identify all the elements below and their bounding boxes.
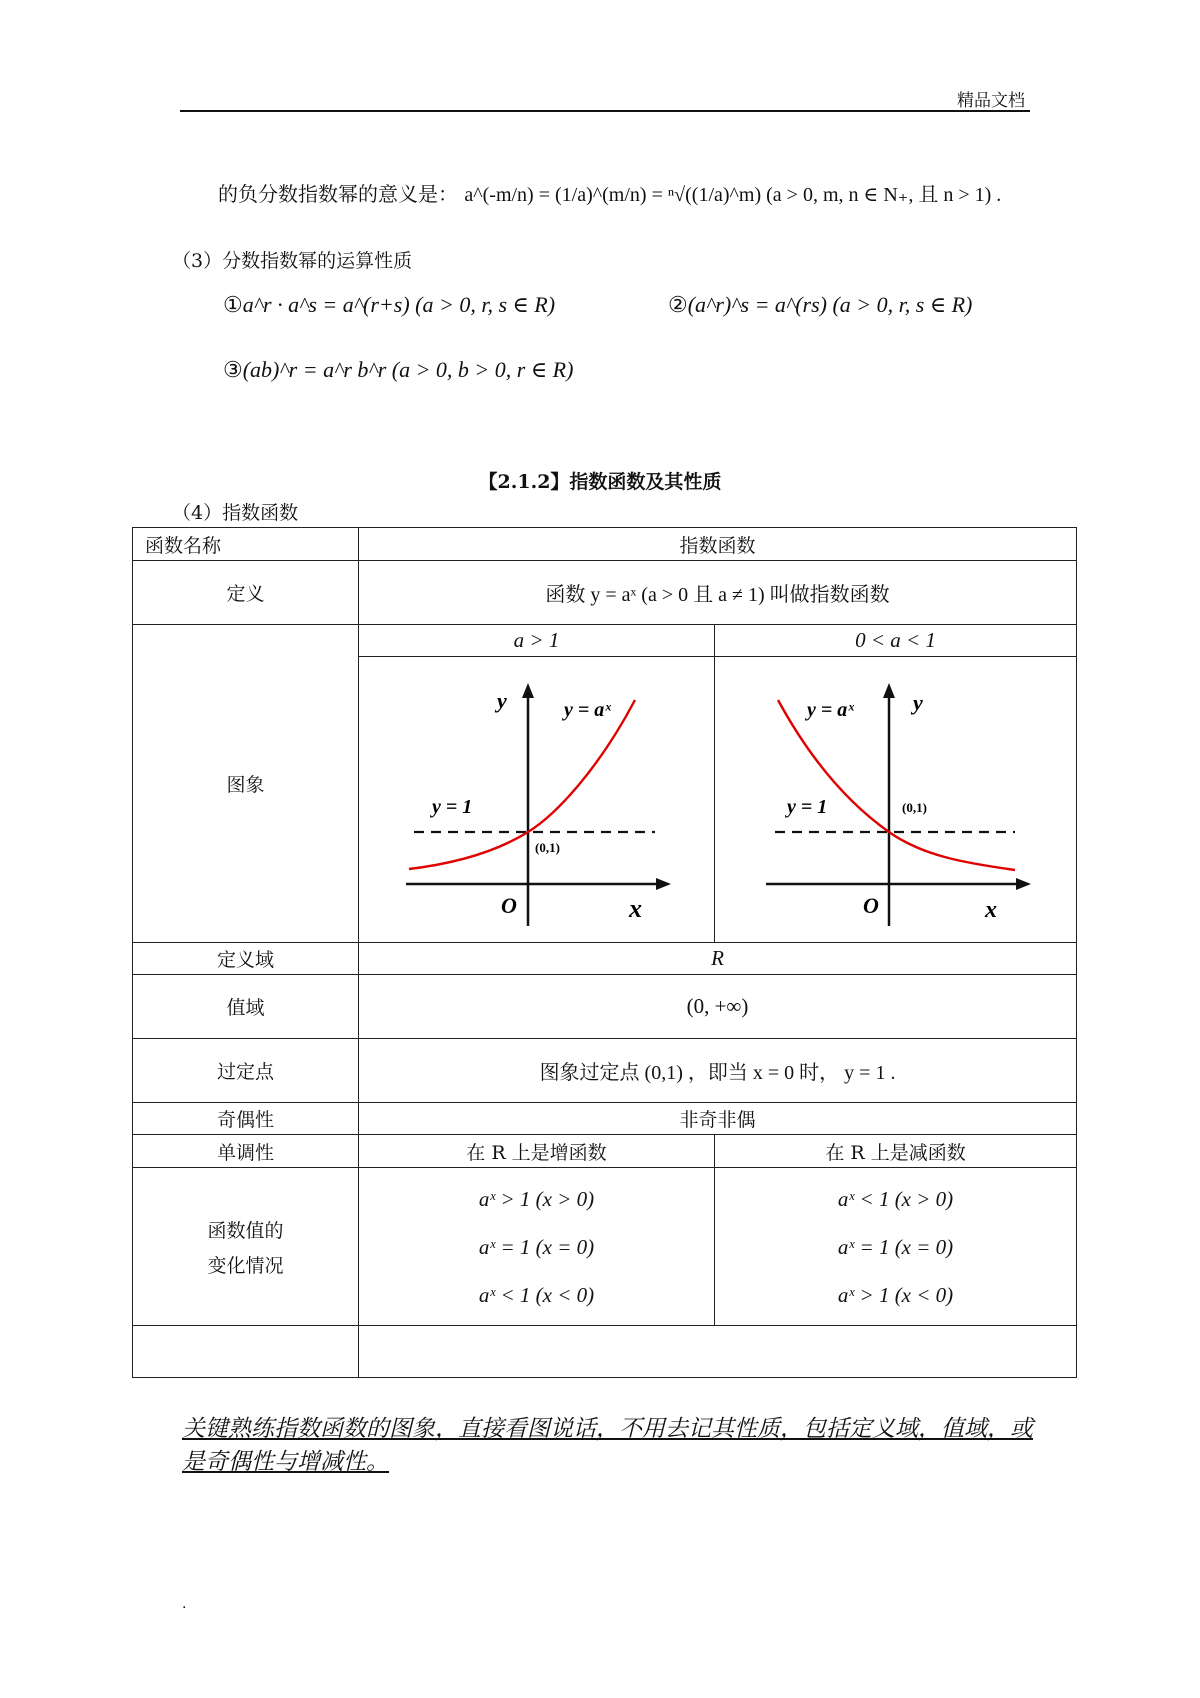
empty-cell-left: [133, 1326, 359, 1378]
line-label: y = 1: [787, 795, 828, 818]
property-2-formula: (a^r)^s = a^(rs) (a > 0, r, s ∈ R): [687, 292, 973, 317]
x-axis-label: x: [985, 896, 997, 923]
section-title: 【2.1.2】指数函数及其性质: [478, 471, 722, 493]
x-axis-arrow: [656, 878, 671, 890]
empty-cell-right: [359, 1326, 1077, 1378]
graph-cell-right: [715, 657, 1077, 943]
change-increasing: [359, 1168, 715, 1326]
monotonic-label: 单调性: [133, 1135, 359, 1168]
property-3: [223, 357, 573, 383]
definition-label: 定义: [133, 561, 359, 625]
row-cases: [133, 625, 1077, 657]
parity-label: 奇偶性: [133, 1103, 359, 1135]
y-axis-label: y: [913, 689, 923, 715]
property-1-formula: a^r · a^s = a^(r+s) (a > 0, r, s ∈ R): [242, 292, 556, 317]
change-decreasing-1: aˣ < 1 (x > 0): [837, 1186, 954, 1211]
parity-value: 非奇非偶: [359, 1103, 1077, 1135]
fixed-point-value: 图象过定点 (0,1) ，即当 x = 0 时， y = 1 .: [359, 1039, 1077, 1103]
property-2-marker: ②: [668, 293, 688, 318]
point-label: (0,1): [535, 839, 560, 855]
header-divider: [180, 110, 1030, 112]
fixed-point-label: 过定点: [133, 1039, 359, 1103]
row-domain: [133, 943, 1077, 975]
intro-line: [218, 178, 1001, 207]
header-label: 精品文档: [957, 91, 1025, 111]
key-note: 关键熟练指数函数的图象，直接看图说话，不用去记其性质，包括定义域，值域，或是奇偶性与增减性。: [182, 1416, 1033, 1475]
exponential-function-table: [132, 527, 1077, 1378]
intro-text: 的负分数指数幂的意义是：: [218, 182, 458, 206]
section4-title: （4）指数函数: [172, 502, 299, 524]
origin-label: O: [863, 892, 879, 918]
change-increasing-3: aˣ < 1 (x < 0): [478, 1282, 595, 1307]
name-value: 指数函数: [359, 528, 1077, 561]
graph-decreasing: [715, 658, 1075, 942]
domain-label: 定义域: [133, 943, 359, 975]
row-name: [133, 528, 1077, 561]
curve-label: y = aˣ: [564, 698, 612, 721]
change-increasing-1: aˣ > 1 (x > 0): [478, 1186, 595, 1211]
exponential-curve: [409, 700, 635, 869]
range-label: 值域: [133, 975, 359, 1039]
row-parity: [133, 1103, 1077, 1135]
name-label: 函数名称: [133, 528, 359, 561]
change-label-line2: 变化情况: [207, 1254, 284, 1277]
y-axis-label: y: [497, 687, 507, 713]
x-axis-arrow: [1016, 878, 1031, 890]
row-value-change: [133, 1168, 1077, 1326]
case-a-gt-1: a > 1: [359, 625, 715, 657]
range-value: (0, +∞): [359, 975, 1077, 1039]
row-monotonicity: [133, 1135, 1077, 1168]
row-empty: [133, 1326, 1077, 1378]
section3-title: （3）分数指数幂的运算性质: [172, 250, 413, 272]
origin-label: O: [501, 892, 517, 918]
definition-value: 函数 y = aˣ (a > 0 且 a ≠ 1) 叫做指数函数: [359, 561, 1077, 625]
property-3-formula: (ab)^r = a^r b^r (a > 0, b > 0, r ∈ R): [242, 357, 574, 382]
row-range: [133, 975, 1077, 1039]
property-1: [223, 292, 555, 318]
property-3-marker: ③: [223, 358, 243, 383]
y-axis-arrow: [883, 683, 895, 698]
row-fixed-point: [133, 1039, 1077, 1103]
property-1-marker: ①: [223, 293, 243, 318]
monotonic-increasing: 在 R 上是增函数: [359, 1135, 715, 1168]
change-decreasing: [715, 1168, 1077, 1326]
change-label: [133, 1168, 359, 1326]
curve-label: y = aˣ: [807, 698, 855, 721]
graph-label: 图象: [133, 625, 359, 943]
change-increasing-2: aˣ = 1 (x = 0): [478, 1234, 595, 1259]
y-axis-arrow: [522, 683, 534, 698]
x-axis-label: x: [629, 893, 642, 923]
change-decreasing-2: aˣ = 1 (x = 0): [837, 1234, 954, 1259]
property-2: [668, 292, 972, 318]
change-decreasing-3: aˣ > 1 (x < 0): [837, 1282, 954, 1307]
point-label: (0,1): [902, 799, 927, 815]
case-a-lt-1: 0 < a < 1: [715, 625, 1077, 657]
exponential-curve: [778, 700, 1015, 870]
graph-increasing: [359, 658, 713, 942]
line-label: y = 1: [432, 795, 473, 818]
monotonic-decreasing: 在 R 上是减函数: [715, 1135, 1077, 1168]
footer-mark: .: [182, 1596, 187, 1612]
intro-formula: a^(-m/n) = (1/a)^(m/n) = ⁿ√((1/a)^m) (a > 0, m, n ∈ N₊, 且 n > 1) .: [464, 184, 1002, 206]
domain-value: R: [359, 943, 1077, 975]
change-label-line1: 函数值的: [207, 1219, 284, 1242]
row-definition: [133, 561, 1077, 625]
graph-cell-left: [359, 657, 715, 943]
